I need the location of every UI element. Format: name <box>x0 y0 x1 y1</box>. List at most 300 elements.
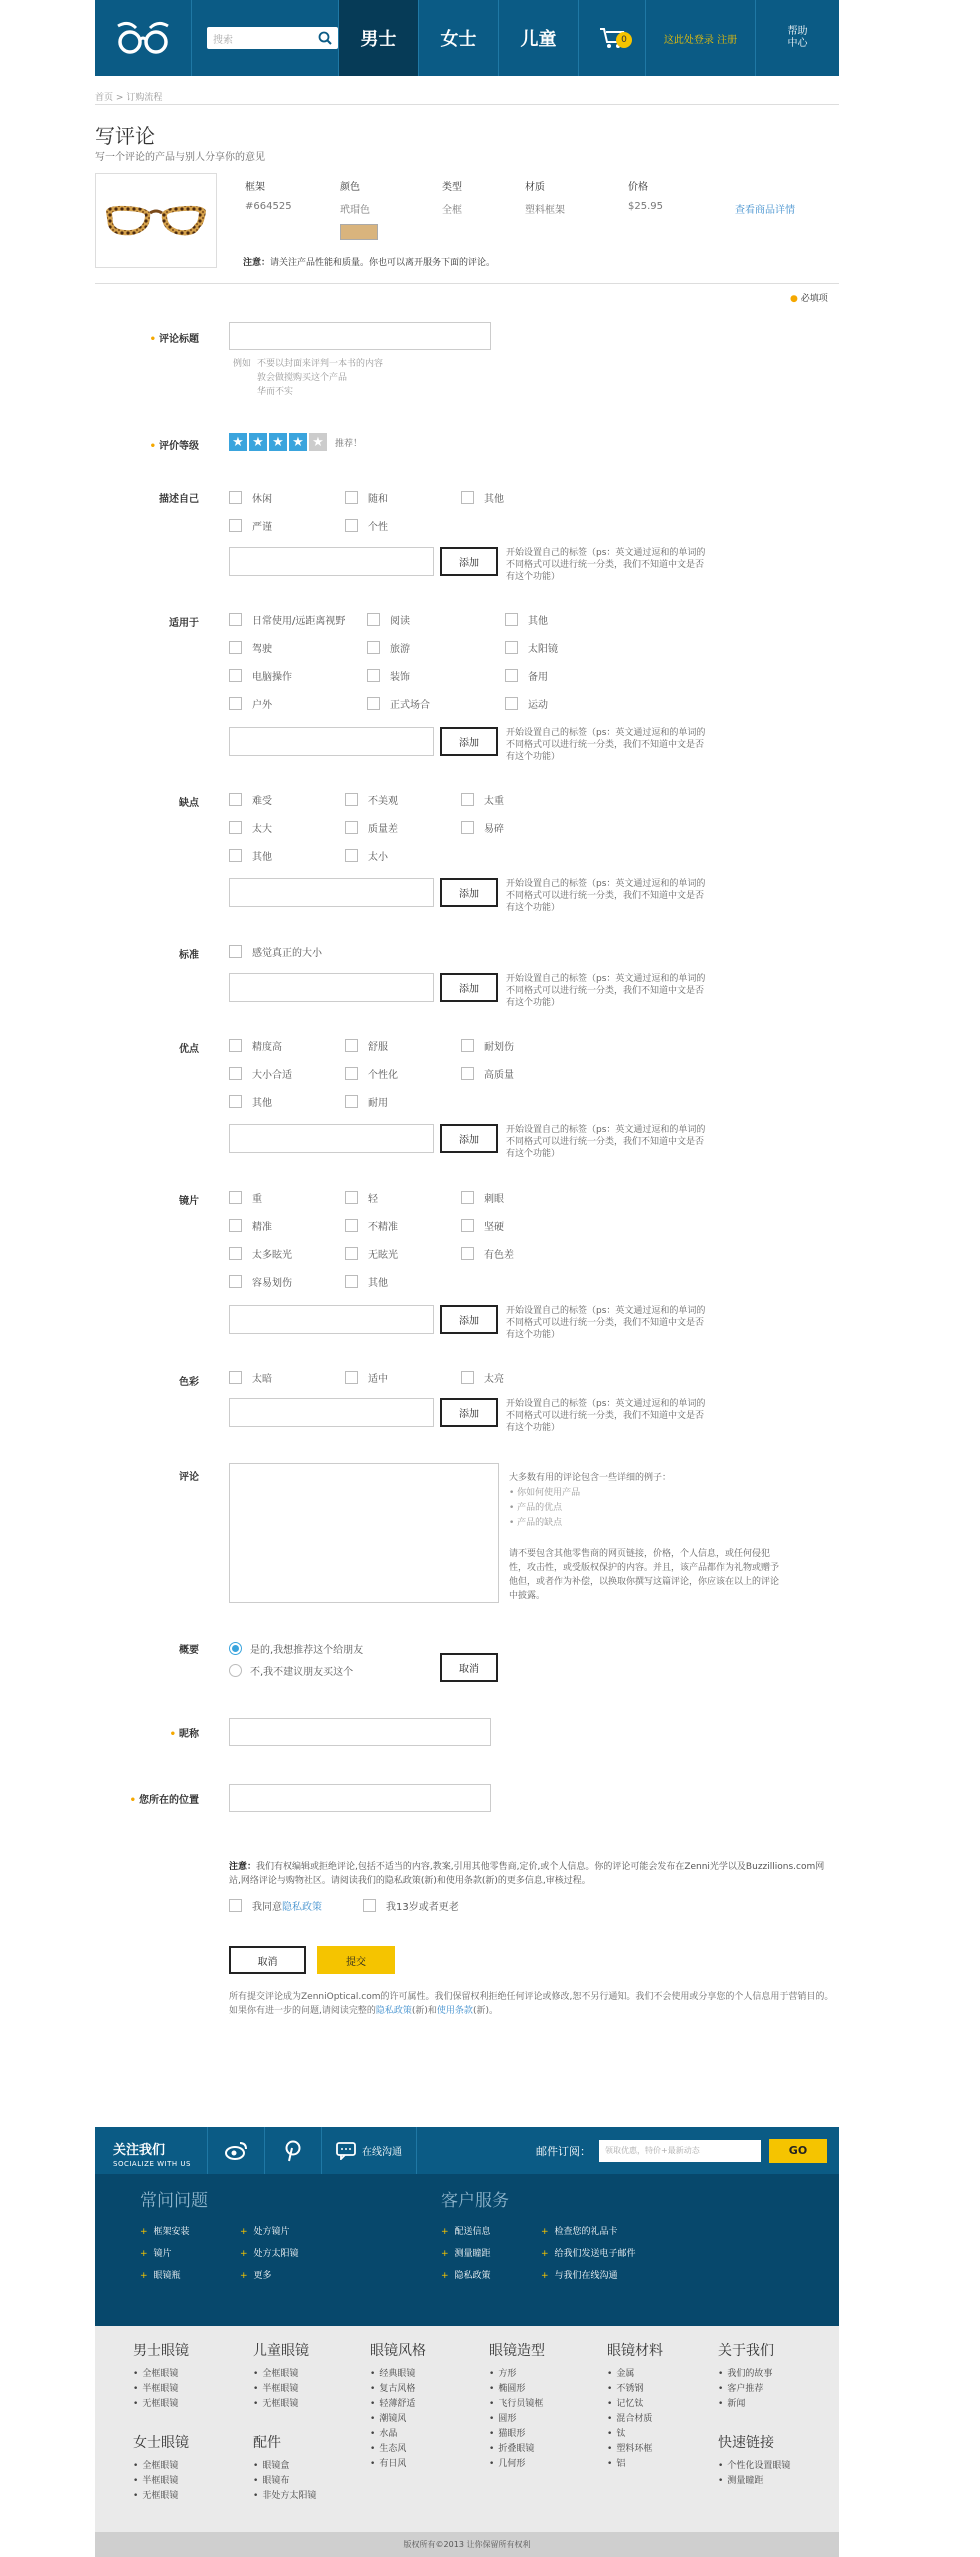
footer-link[interactable]: • 半框眼镜 <box>253 2381 298 2394</box>
search-area <box>192 0 339 76</box>
checkbox[interactable] <box>367 641 380 654</box>
chat-icon <box>336 2142 356 2160</box>
lens-option[interactable] <box>345 1246 398 1261</box>
rating-label-text: 评价等级 <box>159 441 199 452</box>
footer-link[interactable]: • 新闻 <box>718 2396 745 2409</box>
star-icon[interactable]: ★ <box>269 433 287 451</box>
checkbox[interactable] <box>505 669 518 682</box>
recommend-radio[interactable] <box>229 1663 353 1678</box>
footer-link[interactable]: • 无框眼镜 <box>133 2488 178 2501</box>
suitable-option[interactable] <box>505 612 548 627</box>
plus-icon: + <box>240 2227 248 2237</box>
checkbox[interactable] <box>229 519 242 532</box>
color-option[interactable] <box>229 1370 272 1385</box>
lens-option[interactable] <box>345 1190 378 1205</box>
checkbox[interactable] <box>229 613 242 626</box>
suitable-option[interactable] <box>229 612 345 627</box>
login-link[interactable]: 登录 <box>693 34 714 46</box>
suitable-option[interactable] <box>505 668 548 683</box>
pros-option[interactable] <box>229 1094 272 1109</box>
checkbox[interactable] <box>345 1371 358 1384</box>
footer-link[interactable]: • 眼镜盒 <box>253 2458 289 2471</box>
footer-help-link[interactable] <box>541 2246 636 2259</box>
describe-option[interactable] <box>345 490 388 505</box>
suitable-option[interactable] <box>505 696 548 711</box>
divider <box>95 104 839 105</box>
view-product-details-link[interactable]: 查看商品详情 <box>735 205 795 216</box>
subscribe-input[interactable]: 领取优惠，特价+最新动态 <box>599 2140 761 2162</box>
footer-link[interactable]: • 我们的故事 <box>718 2366 772 2379</box>
footer-link[interactable]: • 经典眼镜 <box>370 2366 415 2379</box>
footer-link[interactable]: • 全框眼镜 <box>133 2366 178 2379</box>
checkbox[interactable] <box>229 1095 242 1108</box>
footer-link[interactable]: • 混合材质 <box>607 2411 652 2424</box>
checkbox-label: 不精准 <box>368 1222 398 1233</box>
checkbox-label: 耐用 <box>368 1098 388 1109</box>
example-item: 敦会做搅购买这个产品 <box>257 373 348 383</box>
footer-link[interactable]: • 圆形 <box>489 2411 516 2424</box>
checkbox[interactable] <box>229 1219 242 1232</box>
cons-add-button[interactable]: 添加 <box>440 878 498 907</box>
checkbox-label: 太阳镜 <box>528 644 558 655</box>
footer-help-link-text: 框架安装 <box>153 2227 190 2237</box>
checkbox[interactable] <box>229 1371 242 1384</box>
color-label-text: 色彩 <box>179 1377 199 1388</box>
footer-help-link[interactable] <box>541 2268 618 2281</box>
cons-custom-tag-input[interactable] <box>229 878 434 907</box>
checkbox-label: 适中 <box>368 1374 388 1385</box>
footer-link[interactable]: • 有日风 <box>370 2456 406 2469</box>
add-tag-hint: 开始设置自己的标签（ps：英文通过逗和的单词的不同格式可以进行统一分类，我们不知道中文是否有这个功能） <box>506 1306 706 1340</box>
checkbox[interactable] <box>461 1191 474 1204</box>
suitable-option[interactable] <box>367 668 410 683</box>
bottom-note-text: 所有提交评论成为ZenniOptical.com的许可属性。我们保留权利拒绝任何评论或修改,恕不另行通知。我们不会使用或分享您的个人信息用于营销目的。如果你有进一步的问题,请阅读完整的 <box>229 1992 834 2016</box>
summary-cancel-button[interactable]: 取消 <box>440 1653 498 1682</box>
required-dot: • <box>149 441 156 452</box>
checkbox[interactable] <box>461 793 474 806</box>
pros-add-button[interactable]: 添加 <box>440 1124 498 1153</box>
checkbox[interactable] <box>461 821 474 834</box>
checkbox[interactable] <box>229 1039 242 1052</box>
checkbox[interactable] <box>229 491 242 504</box>
footer-link[interactable]: • 非处方太阳镜 <box>253 2488 316 2501</box>
checkbox-label: 无眩光 <box>368 1250 398 1261</box>
describe-add-button[interactable]: 添加 <box>440 547 498 576</box>
plus-icon: + <box>240 2249 248 2259</box>
suitable-option[interactable] <box>229 640 272 655</box>
footer-help-link-text: 处方太阳镜 <box>253 2249 299 2259</box>
footer-help-link-text: 给我们发送电子邮件 <box>554 2249 636 2259</box>
agree-privacy-checkbox[interactable] <box>229 1898 322 1913</box>
checkbox[interactable] <box>229 793 242 806</box>
footer-link[interactable]: • 全框眼镜 <box>253 2366 298 2379</box>
required-dot: • <box>149 334 156 345</box>
star-icon[interactable]: ★ <box>249 433 267 451</box>
example-label: 例如 <box>233 359 252 369</box>
checkbox-label: 坚硬 <box>484 1222 504 1233</box>
footer-link[interactable]: • 眼镜布 <box>253 2473 289 2486</box>
privacy-policy-link[interactable]: 隐私政策 <box>375 2006 412 2016</box>
cons-option[interactable] <box>229 848 272 863</box>
example-item: 不要以封面来评判一本书的内容 <box>257 359 384 369</box>
checkbox[interactable] <box>229 1247 242 1260</box>
pros-option[interactable] <box>461 1038 514 1053</box>
lens-option[interactable] <box>345 1274 388 1289</box>
checkbox-label: 阅读 <box>390 616 410 627</box>
footer-link[interactable]: • 个性化设置眼镜 <box>718 2458 790 2471</box>
describe-yourself-label-text: 描述自己 <box>159 494 199 505</box>
suitable-for-label-text: 适用于 <box>169 618 199 629</box>
legal-text: 我们有权编辑或拒绝评论,包括不适当的内容,教案,引用其他零售商,定价,或个人信息。你的评论可能会发布在Zenni光学以及Buzzillions.com网站,网络评论与购物社区。请阅读我们的隐私政策(新)和使用条款(新)的更多信息,审核过程。 <box>229 1862 825 1886</box>
search-input[interactable] <box>207 27 338 49</box>
checkbox[interactable] <box>345 1275 358 1288</box>
checkbox-label: 太多眩光 <box>252 1250 292 1261</box>
email-subscribe <box>417 2127 839 2174</box>
privacy-policy-link[interactable]: 隐私政策 <box>282 1902 322 1913</box>
age-checkbox[interactable] <box>363 1898 459 1913</box>
suitable-option[interactable] <box>367 640 410 655</box>
footer-link[interactable]: • 无框眼镜 <box>253 2396 298 2409</box>
checkbox-label: 户外 <box>252 700 272 711</box>
footer-link[interactable]: • 生态风 <box>370 2441 406 2454</box>
color-add-button[interactable]: 添加 <box>440 1398 498 1427</box>
pros-option[interactable] <box>461 1066 514 1081</box>
follow-us <box>95 2127 208 2174</box>
radio-label: 是的,我想推荐这个给朋友 <box>250 1645 364 1656</box>
add-tag-hint: 开始设置自己的标签（ps：英文通过逗和的单词的不同格式可以进行统一分类，我们不知道中文是否有这个功能） <box>506 1125 706 1159</box>
footer-help-link[interactable] <box>541 2224 618 2237</box>
search-placeholder: 搜索 <box>213 34 233 46</box>
checkbox[interactable] <box>345 1039 358 1052</box>
footer-help-link[interactable] <box>140 2246 172 2259</box>
checkbox-label: 难受 <box>252 796 272 807</box>
required-dot: • <box>129 1795 136 1806</box>
checkbox[interactable] <box>461 1371 474 1384</box>
lens-option[interactable] <box>229 1246 292 1261</box>
lens-custom-tag-input[interactable] <box>229 1305 434 1334</box>
product-frame <box>245 178 292 212</box>
standard-option[interactable] <box>229 944 322 959</box>
logo[interactable] <box>95 0 192 76</box>
note-text: 请关注产品性能和质量。你也可以离开服务下面的评论。 <box>270 258 496 268</box>
checkbox-label: 装饰 <box>390 672 410 683</box>
location-label <box>130 1791 199 1806</box>
breadcrumb-home[interactable]: 首页 <box>95 93 114 103</box>
lens-option[interactable] <box>229 1190 262 1205</box>
form-cancel-button[interactable]: 取消 <box>229 1946 306 1974</box>
comment-label-text: 评论 <box>179 1472 199 1483</box>
checkbox[interactable] <box>229 945 242 958</box>
describe-yourself-label <box>159 490 199 505</box>
radio-button[interactable] <box>229 1642 242 1655</box>
checkbox-label: 重 <box>252 1194 262 1205</box>
checkbox-label: 个性 <box>368 522 388 533</box>
radio-label: 不,我不建议朋友买这个 <box>250 1667 354 1678</box>
comment-tip-text: 产品的优点 <box>517 1503 563 1513</box>
checkbox[interactable] <box>229 1191 242 1204</box>
pros-option[interactable] <box>345 1094 388 1109</box>
checkbox-label: 舒服 <box>368 1042 388 1053</box>
suitable-custom-tag-input[interactable] <box>229 727 434 756</box>
checkbox[interactable] <box>345 1191 358 1204</box>
checkbox-label: 旅游 <box>390 644 410 655</box>
comment-textarea[interactable] <box>229 1463 499 1603</box>
divider <box>95 283 839 284</box>
checkbox[interactable] <box>367 669 380 682</box>
register-link[interactable]: 注册 <box>717 34 738 46</box>
star-icon[interactable]: ★ <box>229 433 247 451</box>
checkbox-label: 易碎 <box>484 824 504 835</box>
terms-link[interactable]: 使用条款 <box>436 2006 473 2016</box>
footer-link[interactable]: • 全框眼镜 <box>133 2458 178 2471</box>
nickname-input[interactable] <box>229 1718 491 1746</box>
footer-link[interactable]: • 椭圆形 <box>489 2381 525 2394</box>
footer-link[interactable]: • 客户推荐 <box>718 2381 763 2394</box>
pinterest-icon[interactable] <box>265 2127 322 2174</box>
lens-option[interactable] <box>229 1274 292 1289</box>
location-input[interactable] <box>229 1784 491 1812</box>
standard-custom-tag-input[interactable] <box>229 973 434 1002</box>
pros-custom-tag-input[interactable] <box>229 1124 434 1153</box>
checkbox-label: 日常使用/远距离视野 <box>252 616 346 627</box>
lens-option[interactable] <box>229 1218 272 1233</box>
nav-women[interactable]: 女士 <box>419 0 499 76</box>
footer-link[interactable]: • 潮镜风 <box>370 2411 406 2424</box>
checkbox[interactable] <box>229 1275 242 1288</box>
checkbox-label: 容易划伤 <box>252 1278 292 1289</box>
checkbox[interactable] <box>505 641 518 654</box>
nickname-label <box>170 1725 199 1740</box>
footer-link[interactable]: • 半框眼镜 <box>133 2381 178 2394</box>
pros-option[interactable] <box>229 1066 292 1081</box>
checkbox[interactable] <box>461 491 474 504</box>
suitable-option[interactable] <box>367 696 430 711</box>
lens-add-button[interactable]: 添加 <box>440 1305 498 1334</box>
summary-label <box>179 1641 199 1656</box>
faq-title: 常问问题 <box>140 2191 208 2211</box>
cons-option[interactable] <box>461 820 504 835</box>
describe-option[interactable] <box>229 490 272 505</box>
checkbox[interactable] <box>229 641 242 654</box>
standard-label <box>179 946 199 961</box>
checkbox[interactable] <box>461 1067 474 1080</box>
color-option[interactable] <box>345 1370 388 1385</box>
plus-icon: + <box>441 2271 449 2281</box>
pros-option[interactable] <box>229 1038 282 1053</box>
comment-tip: • 产品的缺点 <box>509 1518 563 1528</box>
footer-link[interactable]: • 半框眼镜 <box>133 2473 178 2486</box>
star-icon[interactable]: ★ <box>289 433 307 451</box>
weibo-icon[interactable] <box>208 2127 265 2174</box>
checkbox-label: 其他 <box>368 1278 388 1289</box>
cons-option[interactable] <box>229 820 272 835</box>
footer-help-link[interactable] <box>140 2268 181 2281</box>
footer-link[interactable]: • 几何形 <box>489 2456 525 2469</box>
note-label: 注意： <box>243 258 271 268</box>
footer-link[interactable]: • 轻薄舒适 <box>370 2396 415 2409</box>
checkbox-label: 大小合适 <box>252 1070 292 1081</box>
cons-option[interactable] <box>461 792 504 807</box>
suitable-option[interactable] <box>505 640 558 655</box>
footer-col-title: 儿童眼镜 <box>253 2343 309 2359</box>
cons-option[interactable] <box>345 820 398 835</box>
checkbox[interactable] <box>345 821 358 834</box>
footer-help-link[interactable] <box>240 2224 290 2237</box>
cart-count-badge: 0 <box>616 32 632 48</box>
search-icon[interactable] <box>318 31 332 45</box>
standard-add-button[interactable]: 添加 <box>440 973 498 1002</box>
checkbox[interactable] <box>229 821 242 834</box>
radio-button[interactable] <box>229 1664 242 1677</box>
checkbox[interactable] <box>229 1067 242 1080</box>
footer-help-link-text: 镜片 <box>153 2249 172 2259</box>
suitable-add-button[interactable]: 添加 <box>440 727 498 756</box>
lens-label <box>179 1192 199 1207</box>
checkbox[interactable] <box>229 669 242 682</box>
describe-custom-tag-input[interactable] <box>229 547 434 576</box>
suitable-option[interactable] <box>367 612 410 627</box>
product-summary <box>95 173 839 273</box>
checkbox[interactable] <box>345 1067 358 1080</box>
rating-label <box>150 437 199 452</box>
checkbox[interactable] <box>345 491 358 504</box>
checkbox[interactable] <box>345 849 358 862</box>
product-color-label: 颜色 <box>340 182 360 193</box>
product-material-label: 材质 <box>525 182 545 193</box>
footer-link[interactable]: • 铝 <box>607 2456 625 2469</box>
checkbox[interactable] <box>229 697 242 710</box>
suitable-option[interactable] <box>229 668 292 683</box>
bottom-note <box>229 1990 835 2018</box>
comment-tip-text: 产品的缺点 <box>517 1518 563 1528</box>
submit-button[interactable]: 提交 <box>317 1946 395 1974</box>
footer-link[interactable]: • 不锈钢 <box>607 2381 643 2394</box>
cons-label-text: 缺点 <box>179 798 199 809</box>
cons-option[interactable] <box>345 792 398 807</box>
checkbox[interactable] <box>229 1899 242 1912</box>
checkbox[interactable] <box>345 1247 358 1260</box>
subscribe-label: 邮件订阅： <box>536 2144 591 2158</box>
footer-help-link[interactable] <box>240 2268 272 2281</box>
checkbox[interactable] <box>345 1095 358 1108</box>
footer-help-link[interactable] <box>240 2246 299 2259</box>
describe-option[interactable] <box>461 490 504 505</box>
comment-label <box>179 1468 199 1483</box>
checkbox[interactable] <box>229 849 242 862</box>
cons-option[interactable] <box>345 848 388 863</box>
footer-col-title: 女士眼镜 <box>133 2435 189 2451</box>
footer-help-link[interactable] <box>441 2224 491 2237</box>
checkbox-label: 其他 <box>484 494 504 505</box>
footer-link[interactable]: • 记忆钛 <box>607 2396 643 2409</box>
footer-help-link[interactable] <box>441 2246 491 2259</box>
product-frame-value: #664525 <box>245 201 292 212</box>
footer-link[interactable]: • 金属 <box>607 2366 634 2379</box>
cart-button[interactable] <box>579 0 646 76</box>
cons-option[interactable] <box>229 792 272 807</box>
checkbox-label: 正式场合 <box>390 700 430 711</box>
checkbox[interactable] <box>461 1219 474 1232</box>
checkbox[interactable] <box>363 1899 376 1912</box>
product-frame-label: 框架 <box>245 182 265 193</box>
review-title-input[interactable] <box>229 322 491 350</box>
product-price-label: 价格 <box>628 182 648 193</box>
help-center-link[interactable] <box>756 0 839 76</box>
subscribe-go-button[interactable]: GO <box>769 2139 827 2163</box>
star-rating[interactable] <box>229 433 362 451</box>
checkbox-label: 有色差 <box>484 1250 514 1261</box>
lens-option[interactable] <box>461 1246 514 1261</box>
lens-option[interactable] <box>461 1218 504 1233</box>
lens-label-text: 镜片 <box>179 1196 199 1207</box>
footer-link[interactable]: • 方形 <box>489 2366 516 2379</box>
checkbox-label: 刺眼 <box>484 1194 504 1205</box>
checkbox[interactable] <box>345 519 358 532</box>
footer-link[interactable]: • 飞行员镜框 <box>489 2396 543 2409</box>
color-option[interactable] <box>461 1370 504 1385</box>
plus-icon: + <box>541 2249 549 2259</box>
footer-help-link[interactable] <box>140 2224 190 2237</box>
footer-link[interactable]: • 折叠眼镜 <box>489 2441 534 2454</box>
follow-title: 关注我们 <box>113 2143 166 2158</box>
footer-link[interactable]: • 塑料环框 <box>607 2441 652 2454</box>
footer-link[interactable]: • 测量瞳距 <box>718 2473 763 2486</box>
footer-link[interactable]: • 猫眼形 <box>489 2426 525 2439</box>
checkbox[interactable] <box>345 793 358 806</box>
star-icon[interactable]: ★ <box>309 433 327 451</box>
lens-option[interactable] <box>461 1190 504 1205</box>
comment-tips-title: 大多数有用的评论包含一些详细的例子： <box>509 1473 672 1483</box>
checkbox[interactable] <box>367 613 380 626</box>
footer-help-link-text: 更多 <box>253 2271 272 2281</box>
describe-option[interactable] <box>229 518 272 533</box>
footer-help-link-text: 测量瞳距 <box>454 2249 491 2259</box>
checkbox[interactable] <box>505 613 518 626</box>
checkbox[interactable] <box>367 697 380 710</box>
nav-kids[interactable]: 儿童 <box>499 0 579 76</box>
product-image <box>95 173 217 268</box>
color-custom-tag-input[interactable] <box>229 1398 434 1427</box>
example-item: 华而不实 <box>257 387 294 397</box>
checkbox[interactable] <box>345 1219 358 1232</box>
footer-link[interactable]: • 复古风格 <box>370 2381 415 2394</box>
nav-men[interactable]: 男士 <box>339 0 419 76</box>
pros-option[interactable] <box>345 1038 388 1053</box>
footer-col-title: 男士眼镜 <box>133 2343 189 2359</box>
color-label <box>179 1373 199 1388</box>
footer-link[interactable]: • 无框眼镜 <box>133 2396 178 2409</box>
footer-link[interactable]: • 钛 <box>607 2426 625 2439</box>
footer-social-bar <box>95 2127 839 2174</box>
footer-link[interactable]: • 水晶 <box>370 2426 397 2439</box>
product-price-value: $25.95 <box>628 201 663 212</box>
review-title-label-text: 评论标题 <box>159 334 199 345</box>
recommend-radio[interactable] <box>229 1641 363 1656</box>
suitable-option[interactable] <box>229 696 272 711</box>
checkbox-label: 个性化 <box>368 1070 398 1081</box>
checkbox[interactable] <box>461 1247 474 1260</box>
lens-option[interactable] <box>345 1218 398 1233</box>
footer-help-link[interactable] <box>441 2268 491 2281</box>
checkbox[interactable] <box>461 1039 474 1052</box>
pros-option[interactable] <box>345 1066 398 1081</box>
footer-help-link-text: 隐私政策 <box>454 2271 491 2281</box>
describe-option[interactable] <box>345 518 388 533</box>
checkbox[interactable] <box>505 697 518 710</box>
legal-label: 注意： <box>229 1862 257 1872</box>
online-chat-link[interactable] <box>322 2127 417 2174</box>
legal-notice <box>229 1860 835 1888</box>
